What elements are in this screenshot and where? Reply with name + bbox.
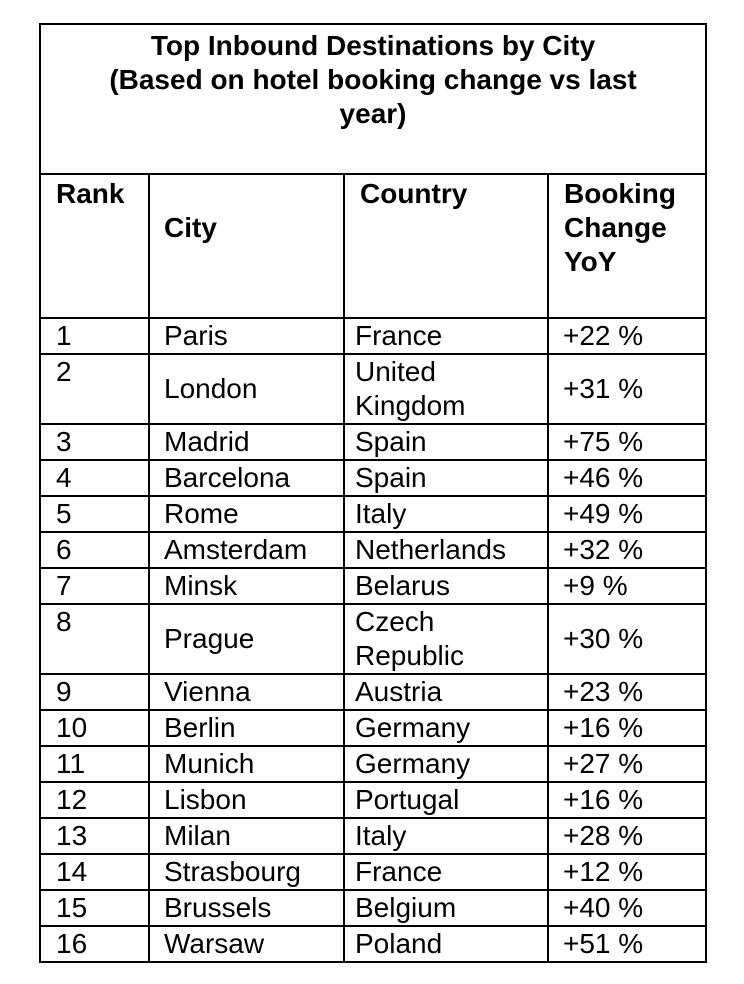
cell-country [344, 818, 548, 854]
cell-rank: 14 [40, 854, 149, 890]
cell-booking-change: +23 % [548, 674, 706, 710]
cell-city: Brussels [149, 890, 344, 926]
column-header-booking-change-line-2: Change [564, 212, 667, 243]
cell-rank: 7 [40, 568, 149, 604]
cell-rank: 10 [40, 710, 149, 746]
cell-city: London [149, 354, 344, 424]
cell-country [344, 460, 548, 496]
table-row [40, 926, 706, 962]
cell-city: Munich [149, 746, 344, 782]
cell-city: Minsk [149, 568, 344, 604]
cell-booking-change: +31 % [548, 354, 706, 424]
cell-country-line: Poland [355, 928, 443, 959]
cell-city: Barcelona [149, 460, 344, 496]
cell-rank: 5 [40, 496, 149, 532]
table-title-line-3: year) [339, 98, 407, 129]
table-row [40, 354, 706, 424]
cell-rank: 16 [40, 926, 149, 962]
table-row [40, 818, 706, 854]
cell-rank: 12 [40, 782, 149, 818]
cell-country-line: Netherlands [355, 534, 506, 565]
table-row [40, 710, 706, 746]
column-header-city: City [149, 174, 344, 318]
table-row [40, 746, 706, 782]
cell-rank: 3 [40, 424, 149, 460]
cell-country [344, 710, 548, 746]
cell-booking-change: +9 % [548, 568, 706, 604]
cell-city: Milan [149, 818, 344, 854]
column-header-booking-change-line-1: Booking [564, 178, 676, 209]
cell-country [344, 746, 548, 782]
cell-country-line: United [355, 356, 436, 387]
cell-country-line: Czech [355, 606, 435, 637]
column-header-country: Country [344, 174, 548, 318]
table-title-line-1: Top Inbound Destinations by City [150, 30, 596, 61]
column-header-booking-change-line-3: YoY [564, 246, 617, 277]
cell-country [344, 674, 548, 710]
cell-city: Strasbourg [149, 854, 344, 890]
table-row [40, 496, 706, 532]
cell-country-line: France [355, 320, 443, 351]
cell-country [344, 568, 548, 604]
cell-country [344, 854, 548, 890]
cell-country-line: Portugal [355, 784, 460, 815]
cell-city: Paris [149, 318, 344, 354]
cell-country-line: Republic [355, 640, 464, 671]
cell-country [344, 424, 548, 460]
table-row [40, 460, 706, 496]
table-row [40, 568, 706, 604]
cell-booking-change: +51 % [548, 926, 706, 962]
cell-country-line: Italy [355, 820, 407, 851]
table-row [40, 532, 706, 568]
cell-country-line: Spain [355, 426, 427, 457]
cell-country [344, 604, 548, 674]
cell-country-line: Belgium [355, 892, 457, 923]
cell-city: Amsterdam [149, 532, 344, 568]
cell-country-line: Italy [355, 498, 407, 529]
table-row [40, 782, 706, 818]
cell-city: Warsaw [149, 926, 344, 962]
column-header-rank: Rank [40, 174, 149, 318]
table-row [40, 674, 706, 710]
cell-country [344, 496, 548, 532]
cell-country-line: France [355, 856, 443, 887]
cell-city: Rome [149, 496, 344, 532]
table-row [40, 424, 706, 460]
cell-rank: 8 [40, 604, 149, 674]
title-row [40, 24, 706, 174]
cell-booking-change: +49 % [548, 496, 706, 532]
cell-country [344, 926, 548, 962]
cell-booking-change: +32 % [548, 532, 706, 568]
cell-booking-change: +28 % [548, 818, 706, 854]
cell-country [344, 318, 548, 354]
table-title [40, 24, 706, 174]
cell-country-line: Germany [355, 748, 471, 779]
column-header-booking-change [548, 174, 706, 318]
cell-booking-change: +16 % [548, 710, 706, 746]
table-row [40, 854, 706, 890]
cell-rank: 2 [40, 354, 149, 424]
cell-city: Berlin [149, 710, 344, 746]
cell-city: Prague [149, 604, 344, 674]
cell-booking-change: +46 % [548, 460, 706, 496]
destinations-table [39, 23, 707, 963]
table-row [40, 604, 706, 674]
table-row [40, 318, 706, 354]
cell-rank: 9 [40, 674, 149, 710]
cell-booking-change: +27 % [548, 746, 706, 782]
table-title-line-2: (Based on hotel booking change vs last [109, 64, 637, 95]
cell-country-line: Austria [355, 676, 443, 707]
cell-rank: 15 [40, 890, 149, 926]
cell-booking-change: +12 % [548, 854, 706, 890]
cell-booking-change: +22 % [548, 318, 706, 354]
cell-booking-change: +40 % [548, 890, 706, 926]
cell-rank: 6 [40, 532, 149, 568]
cell-rank: 13 [40, 818, 149, 854]
cell-country-line: Kingdom [355, 390, 466, 421]
cell-country [344, 532, 548, 568]
cell-country [344, 354, 548, 424]
cell-country [344, 890, 548, 926]
cell-city: Lisbon [149, 782, 344, 818]
cell-country [344, 782, 548, 818]
table-row [40, 890, 706, 926]
cell-rank: 4 [40, 460, 149, 496]
header-row [40, 174, 706, 318]
cell-rank: 11 [40, 746, 149, 782]
cell-booking-change: +75 % [548, 424, 706, 460]
destinations-table-container [39, 23, 705, 963]
cell-city: Madrid [149, 424, 344, 460]
cell-country-line: Germany [355, 712, 471, 743]
cell-booking-change: +16 % [548, 782, 706, 818]
cell-booking-change: +30 % [548, 604, 706, 674]
cell-country-line: Spain [355, 462, 427, 493]
cell-city: Vienna [149, 674, 344, 710]
cell-country-line: Belarus [355, 570, 450, 601]
cell-rank: 1 [40, 318, 149, 354]
